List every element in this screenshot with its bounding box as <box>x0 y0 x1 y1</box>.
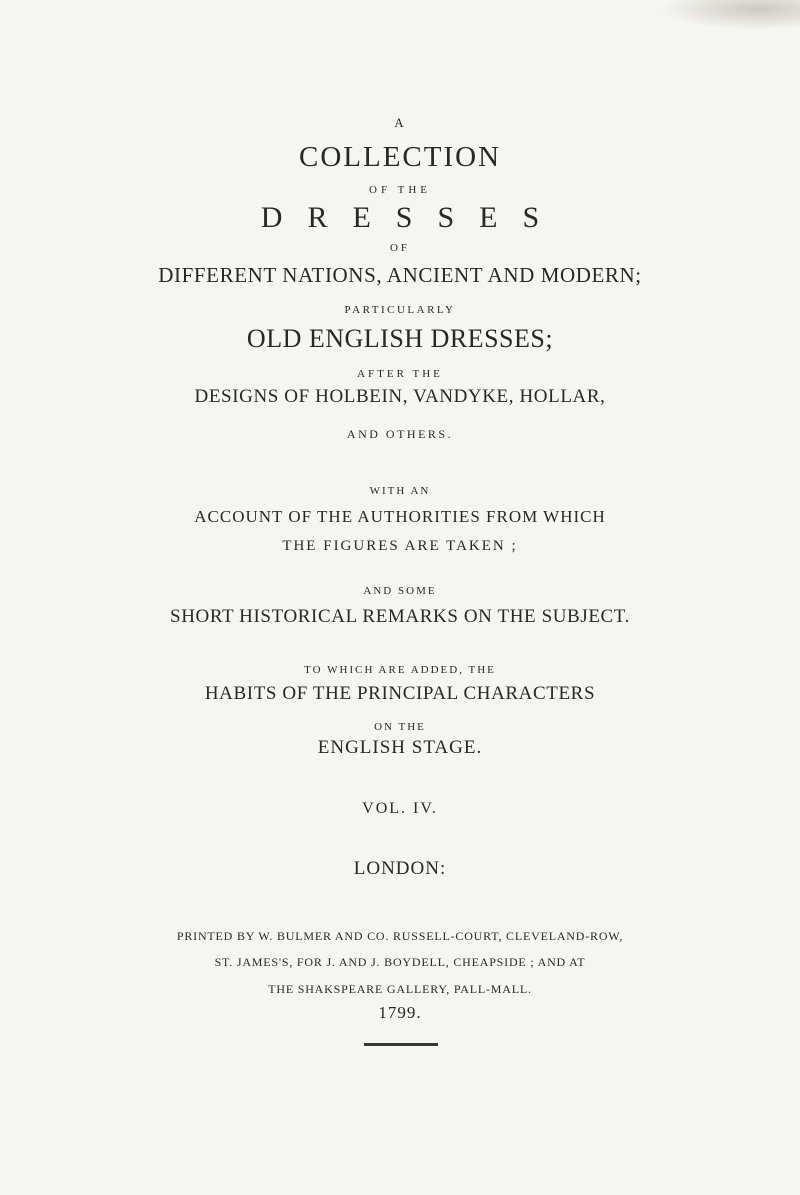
imprint-rule <box>364 1043 438 1046</box>
imprint-gallery: THE SHAKSPEARE GALLERY, PALL-MALL. <box>268 982 532 996</box>
imprint-year: 1799. <box>378 1003 422 1022</box>
title-stage: ENGLISH STAGE. <box>317 737 483 758</box>
paper-stain <box>660 0 800 30</box>
imprint-place: LONDON: <box>353 858 447 879</box>
imprint-publisher: ST. JAMES'S, FOR J. AND J. BOYDELL, CHEAPSIDE ; AND AT <box>214 955 586 969</box>
title-figures: THE FIGURES ARE TAKEN ; <box>282 538 518 554</box>
title-article: A <box>394 115 406 130</box>
imprint-printer: PRINTED BY W. BULMER AND CO. RUSSELL-COURT, CLEVELAND-ROW, <box>176 929 624 943</box>
title-account: ACCOUNT OF THE AUTHORITIES FROM WHICH <box>194 507 606 526</box>
title-habits: HABITS OF THE PRINCIPAL CHARACTERS <box>204 683 596 704</box>
title-after-the: AFTER THE <box>357 368 443 380</box>
title-dresses: DRESSES <box>260 201 565 234</box>
title-short-remarks: SHORT HISTORICAL REMARKS ON THE SUBJECT. <box>170 606 630 627</box>
title-of: OF <box>389 242 411 254</box>
title-collection: COLLECTION <box>298 141 502 173</box>
title-to-which: TO WHICH ARE ADDED, THE <box>304 664 496 676</box>
title-of-the: OF THE <box>369 184 431 196</box>
volume-number: VOL. IV. <box>362 800 438 817</box>
title-on-the: ON THE <box>374 721 426 733</box>
title-and-others: AND OTHERS. <box>346 427 454 441</box>
title-and-some: AND SOME <box>363 585 437 597</box>
title-particularly: PARTICULARLY <box>344 304 456 316</box>
title-nations: DIFFERENT NATIONS, ANCIENT AND MODERN; <box>158 263 642 287</box>
title-old-english: OLD ENGLISH DRESSES; <box>246 324 554 353</box>
title-designs: DESIGNS OF HOLBEIN, VANDYKE, HOLLAR, <box>194 386 606 407</box>
title-with-an: WITH AN <box>369 485 431 497</box>
